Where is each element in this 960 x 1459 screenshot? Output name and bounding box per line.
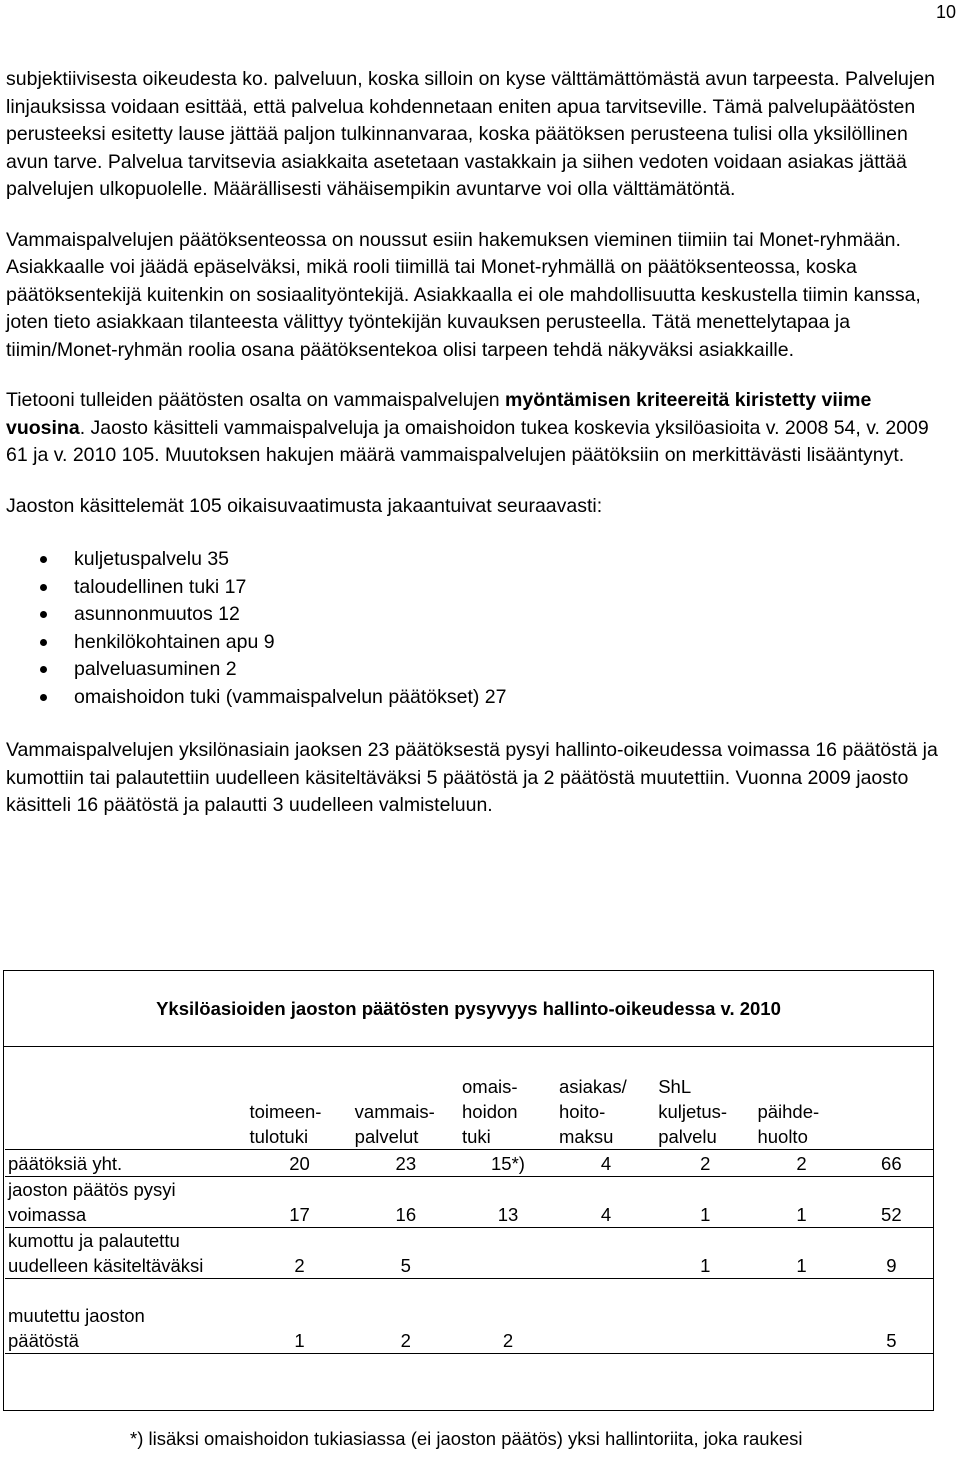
table-cell: 20 bbox=[245, 1150, 350, 1177]
paragraph-1: subjektiivisesta oikeudesta ko. palveluun, koska silloin on kyse välttämättömästä avun tarpeesta. Palvelujen linjauksissa voidaan esittää, että palvelua kohdennetaan eniten apua tarvitseville. Tämä palvelupäätösten perusteeksi esitetty lause jättää paljon tulkinnanvaraa, koska päätöksen perusteena tulisi olla yksilöllinen avun tarve. Palvelua tarvitsevia asiakkaita asetetaan vastakkain ja siihen vedoten voidaan asiakas jättää palvelujen ulkopuolelle. Määrällisesti vähäisempikin avuntarve voi olla välttämätöntä. bbox=[6, 68, 935, 200]
table-cell: 15*) bbox=[458, 1150, 555, 1177]
table-cell: 5 bbox=[847, 1279, 933, 1354]
column-header: ShL kuljetus- palvelu bbox=[658, 1076, 728, 1147]
table-cell: 4 bbox=[555, 1150, 654, 1177]
table-cell: 1 bbox=[654, 1228, 753, 1279]
paragraph-3-start: Tietooni tulleiden päätösten osalta on vammaispalvelujen bbox=[6, 389, 506, 411]
list-item: taloudellinen tuki 17 bbox=[6, 574, 941, 602]
paragraph-5: Vammaispalvelujen yksilönasiain jaoksen 23 päätöksestä pysyi hallinto-oikeudessa voimassa 16 päätöstä ja kumottiin tai palautettiin uudelleen käsiteltäväksi 5 päätöstä ja 2 päätöstä muutettiin. Vuonna 2009 jaosto käsitteli 16 päätöstä ja palautti 3 uudelleen valmisteluun. bbox=[6, 739, 938, 816]
table-row bbox=[5, 1279, 933, 1354]
paragraph-3 bbox=[6, 387, 941, 470]
statistics-table-box bbox=[3, 970, 934, 1411]
paragraph-4: Jaoston käsittelemät 105 oikaisuvaatimusta jakaantuivat seuraavasti: bbox=[6, 494, 603, 517]
header-empty-cell bbox=[5, 1059, 245, 1150]
table-cell: 16 bbox=[351, 1177, 458, 1228]
table-cell: 5 bbox=[351, 1228, 458, 1279]
row-label: päätöksiä yht. bbox=[5, 1150, 245, 1177]
row-label: jaoston päätös pysyi voimassa bbox=[5, 1177, 245, 1228]
table-title: Yksilöasioiden jaoston päätösten pysyvyys hallinto-oikeudessa v. 2010 bbox=[4, 971, 933, 1047]
column-header bbox=[847, 1059, 933, 1150]
column-header: vammais- palvelut bbox=[354, 1101, 435, 1147]
table-cell bbox=[555, 1228, 654, 1279]
table-cell: 17 bbox=[245, 1177, 350, 1228]
column-header: toimeen- tulotuki bbox=[249, 1101, 322, 1147]
table-cell: 2 bbox=[458, 1279, 555, 1354]
paragraph-3-bold: myöntämisen kriteereitä kiristetty viime vuosina bbox=[6, 389, 872, 439]
page-number: 10 bbox=[935, 2, 956, 22]
paragraph-3-end: . Jaosto käsitteli vammaispalveluja ja omaishoidon tukea koskevia yksilöasioita v. 2008 54, v. 2009 61 ja v. 2010 105. Muutoksen hakujen määrä vammaispalvelujen päätöksiin on merkittävästi lisääntynyt. bbox=[6, 416, 929, 466]
table-row bbox=[5, 1228, 933, 1279]
paragraph-2: Vammaispalvelujen päätöksenteossa on noussut esiin hakemuksen vieminen tiimiin tai Monet-ryhmään. Asiakkaalle voi jäädä epäselväksi, mikä rooli tiimillä tai Monet-ryhmällä on päätöksenteossa, koska päätöksentekijä kuitenkin on sosiaalityöntekijä. Asiakkaalla ei ole mahdollisuutta keskustella tiimin kanssa, joten tieto asiakkaan tilanteesta välittyy työntekijän kuvauksen perusteella. Tätä menettelytapaa ja tiimin/Monet-ryhmän roolia osana päätöksentekoa olisi tarpeen tehdä näkyväksi asiakkaille. bbox=[6, 228, 921, 361]
list-item: asunnonmuutos 12 bbox=[6, 601, 941, 629]
list-item: kuljetuspalvelu 35 bbox=[6, 546, 941, 574]
table-header-row bbox=[5, 1059, 933, 1150]
table-cell: 1 bbox=[245, 1279, 350, 1354]
statistics-table bbox=[5, 1059, 933, 1354]
list-item: omaishoidon tuki (vammaispalvelun päätökset) 27 bbox=[6, 684, 941, 712]
list-item: palveluasuminen 2 bbox=[6, 656, 941, 684]
table-row bbox=[5, 1150, 933, 1177]
table-cell: 9 bbox=[847, 1228, 933, 1279]
table-cell: 4 bbox=[555, 1177, 654, 1228]
table-row bbox=[5, 1177, 933, 1228]
document-body bbox=[6, 66, 941, 843]
table-cell: 13 bbox=[458, 1177, 555, 1228]
table-cell: 1 bbox=[654, 1177, 753, 1228]
table-cell: 66 bbox=[847, 1150, 933, 1177]
table-cell: 2 bbox=[245, 1228, 350, 1279]
row-label: kumottu ja palautettu uudelleen käsiteltäväksi bbox=[5, 1228, 245, 1279]
column-header: asiakas/ hoito- maksu bbox=[558, 1076, 627, 1147]
table-cell bbox=[555, 1279, 654, 1354]
table-cell: 2 bbox=[753, 1150, 846, 1177]
column-header: omais- hoidon tuki bbox=[462, 1076, 518, 1147]
table-cell: 2 bbox=[351, 1279, 458, 1354]
table-cell: 1 bbox=[753, 1228, 846, 1279]
table-cell bbox=[654, 1279, 753, 1354]
table-cell: 52 bbox=[847, 1177, 933, 1228]
table-cell: 2 bbox=[654, 1150, 753, 1177]
row-label: muutettu jaoston päätöstä bbox=[5, 1279, 245, 1354]
table-cell bbox=[753, 1279, 846, 1354]
table-cell: 23 bbox=[351, 1150, 458, 1177]
table-cell bbox=[458, 1228, 555, 1279]
bullet-list bbox=[6, 546, 941, 711]
column-header: päihde- huolto bbox=[757, 1101, 820, 1147]
table-cell: 1 bbox=[753, 1177, 846, 1228]
list-item: henkilökohtainen apu 9 bbox=[6, 629, 941, 657]
table-footnote: *) lisäksi omaishoidon tukiasiassa (ei jaoston päätös) yksi hallintoriita, joka raukesi bbox=[130, 1428, 803, 1449]
